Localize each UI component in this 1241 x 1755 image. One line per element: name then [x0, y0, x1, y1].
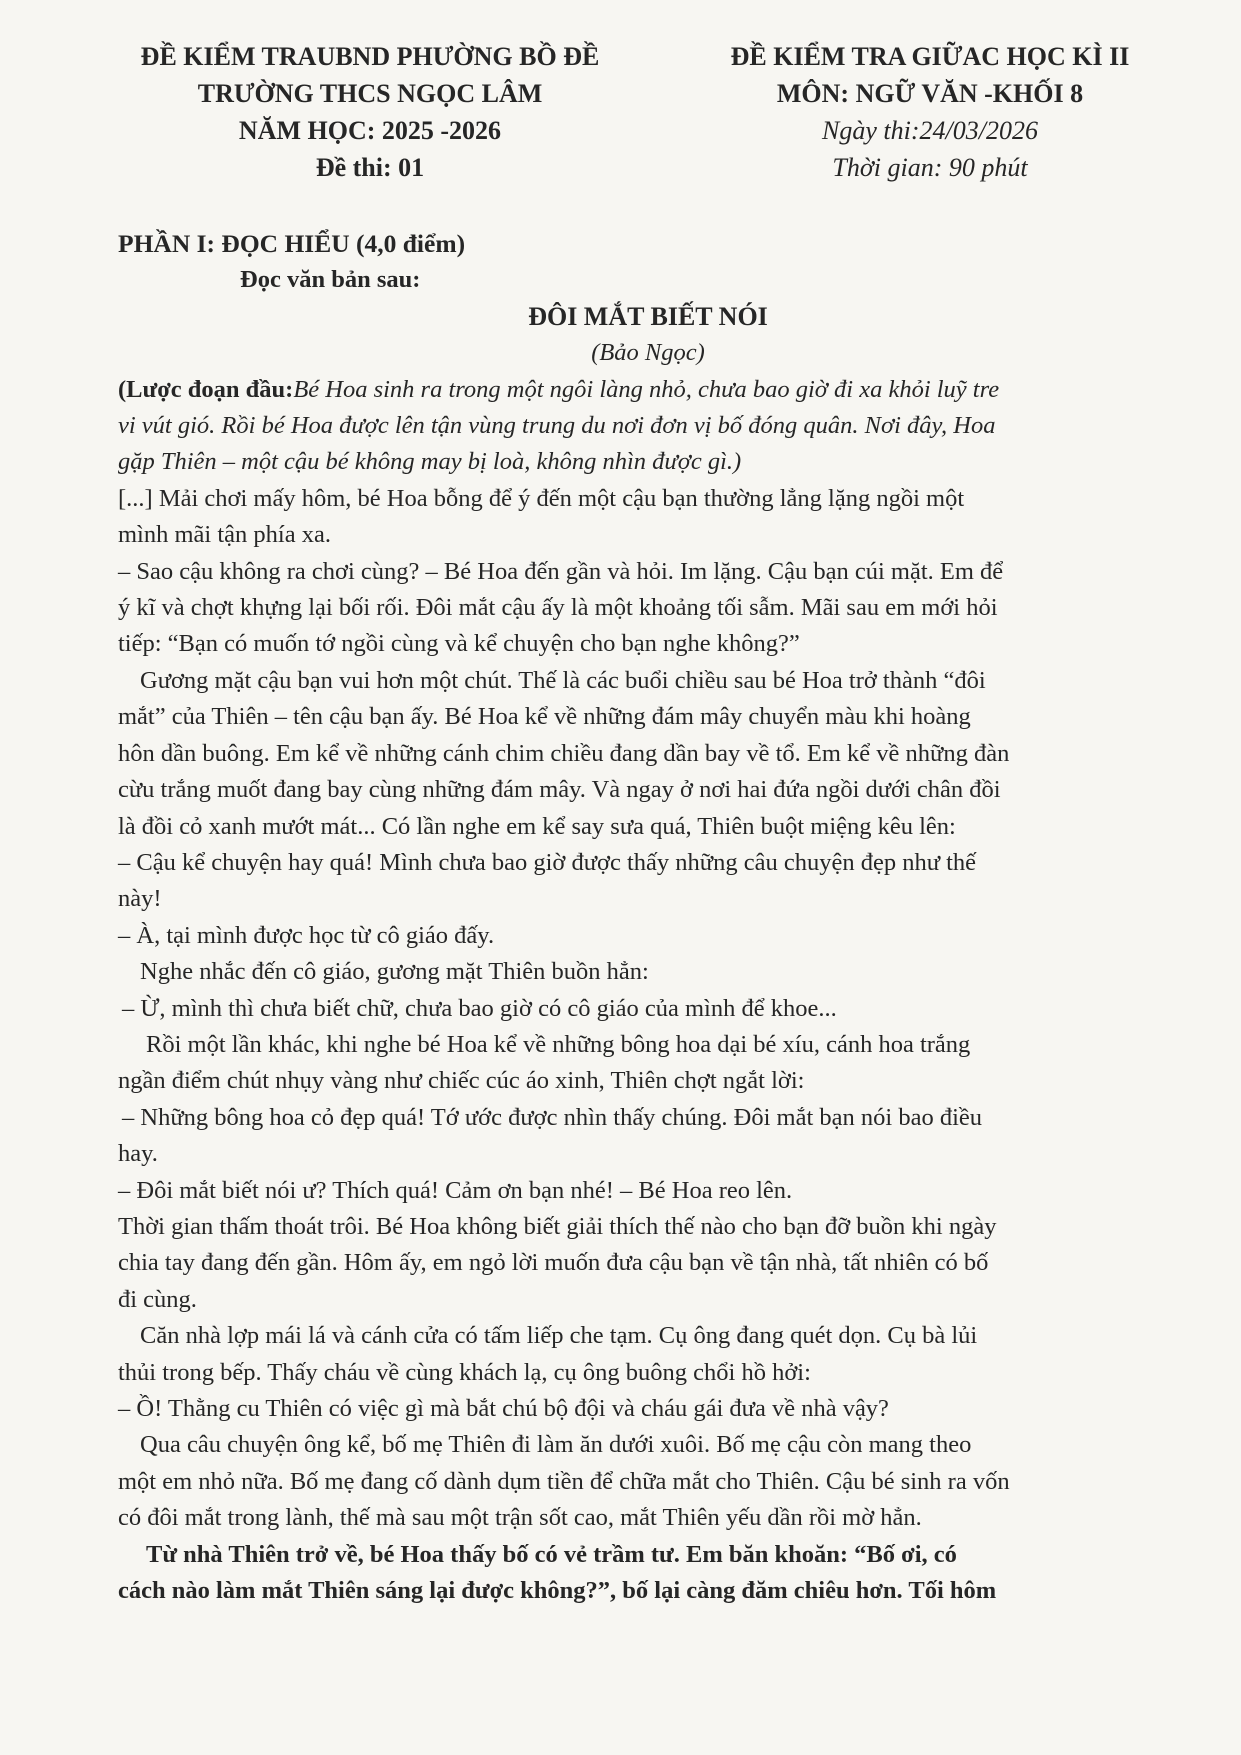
text-line: [...] Mải chơi mấy hôm, bé Hoa bỗng để ý đến một cậu bạn thường lẳng lặng ngồi một	[118, 484, 965, 512]
text-line: chia tay đang đến gần. Hôm ấy, em ngỏ lời muốn đưa cậu bạn về tận nhà, tất nhiên có bố	[118, 1249, 989, 1277]
summary-line	[118, 372, 1178, 408]
text-line: – Những bông hoa cỏ đẹp quá! Tớ ước được nhìn thấy chúng. Đôi mắt bạn nói bao điều	[122, 1103, 983, 1131]
text-line: cừu trắng muốt đang bay cùng những đám mây. Và ngay ở nơi hai đứa ngồi dưới chân đồi	[118, 776, 1001, 804]
text-line: này!	[118, 885, 162, 913]
text-line: một em nhỏ nữa. Bố mẹ đang cố dành dụm tiền để chữa mắt cho Thiên. Cậu bé sinh ra vốn	[118, 1467, 1010, 1495]
authority-line: ĐỀ KIỂM TRAUBND PHƯỜNG BỒ ĐỀ	[140, 42, 600, 71]
header-right	[680, 38, 1180, 186]
summary-line: vi vút gió. Rồi bé Hoa được lên tận vùng trung du nơi đơn vị bố đóng quân. Nơi đây, Hoa	[118, 412, 996, 440]
exam-header	[0, 38, 1241, 188]
text-line: đi cùng.	[118, 1285, 197, 1313]
exam-duration: Thời gian: 90 phút	[832, 153, 1028, 182]
story-title: ĐÔI MẮT BIẾT NÓI	[528, 301, 768, 331]
text-line: cách nào làm mắt Thiên sáng lại được không?”, bố lại càng đăm chiêu hơn. Tối hôm	[118, 1577, 997, 1605]
header-left	[110, 38, 630, 186]
text-line: Qua câu chuyện ông kể, bố mẹ Thiên đi làm ăn dưới xuôi. Bố mẹ cậu còn mang theo	[140, 1431, 972, 1459]
exam-subject: MÔN: NGỮ VĂN -KHỐI 8	[776, 79, 1084, 108]
text-line: Gương mặt cậu bạn vui hơn một chút. Thế là các buổi chiều sau bé Hoa trở thành “đôi	[140, 666, 986, 694]
text-line: – Ừ, mình thì chưa biết chữ, chưa bao giờ có cô giáo của mình để khoe...	[122, 994, 837, 1022]
exam-title: ĐỀ KIỂM TRA GIỮAC HỌC KÌ II	[730, 42, 1130, 71]
text-line: – Cậu kể chuyện hay quá! Mình chưa bao giờ được thấy những câu chuyện đẹp như thế	[118, 848, 977, 876]
text-line: hôn dần buông. Em kể về những cánh chim chiều đang dần bay về tổ. Em kể về những đàn	[118, 739, 1010, 767]
school-year: NĂM HỌC: 2025 -2026	[238, 116, 502, 145]
summary-label: (Lược đoạn đầu:	[118, 375, 294, 403]
text-line: mắt” của Thiên – tên cậu bạn ấy. Bé Hoa kể về những đám mây chuyển màu khi hoàng	[118, 703, 971, 731]
story-author: (Bảo Ngọc)	[591, 339, 705, 367]
reading-instruction: Đọc văn bản sau:	[240, 266, 421, 294]
text-line: – À, tại mình được học từ cô giáo đấy.	[118, 921, 495, 949]
text-line: Thời gian thấm thoát trôi. Bé Hoa không biết giải thích thế nào cho bạn đỡ buồn khi ngày	[118, 1212, 997, 1240]
text-line: – Đôi mắt biết nói ư? Thích quá! Cảm ơn bạn nhé! – Bé Hoa reo lên.	[118, 1176, 793, 1204]
text-line: là đồi cỏ xanh mướt mát... Có lần nghe em kể say sưa quá, Thiên buột miệng kêu lên:	[118, 812, 956, 840]
text-line: Rồi một lần khác, khi nghe bé Hoa kể về những bông hoa dại bé xíu, cánh hoa trắng	[146, 1030, 971, 1058]
section-heading: PHẦN I: ĐỌC HIỂU (4,0 điểm)	[118, 229, 466, 258]
text-line: ý kĩ và chợt khựng lại bối rối. Đôi mắt cậu ấy là một khoảng tối sẫm. Mãi sau em mới hỏi	[118, 594, 998, 622]
exam-content	[118, 226, 1178, 1609]
text-line: Căn nhà lợp mái lá và cánh cửa có tấm liếp che tạm. Cụ ông đang quét dọn. Cụ bà lủi	[140, 1322, 978, 1350]
text-line: hay.	[118, 1140, 158, 1168]
text-line: mình mãi tận phía xa.	[118, 521, 331, 549]
text-line: – Ồ! Thằng cu Thiên có việc gì mà bắt chú bộ đội và cháu gái đưa về nhà vậy?	[118, 1395, 889, 1422]
text-line: thủi trong bếp. Thấy cháu về cùng khách lạ, cụ ông buông chổi hồ hởi:	[118, 1358, 811, 1386]
text-line: – Sao cậu không ra chơi cùng? – Bé Hoa đến gần và hỏi. Im lặng. Cậu bạn cúi mặt. Em để	[118, 557, 1004, 585]
summary-text: Bé Hoa sinh ra trong một ngôi làng nhỏ, chưa bao giờ đi xa khỏi luỹ tre	[293, 375, 1000, 403]
school-name: TRƯỜNG THCS NGỌC LÂM	[197, 79, 543, 108]
summary-line: gặp Thiên – một cậu bé không may bị loà, không nhìn được gì.)	[118, 448, 742, 476]
text-line: ngần điểm chút nhụy vàng như chiếc cúc áo xinh, Thiên chợt ngắt lời:	[118, 1067, 805, 1095]
text-line: có đôi mắt trong lành, thế mà sau một trận sốt cao, mắt Thiên yếu dần rồi mờ hẳn.	[118, 1504, 922, 1532]
exam-code: Đề thi: 01	[315, 153, 425, 182]
text-line: Nghe nhắc đến cô giáo, gương mặt Thiên buồn hẳn:	[140, 958, 649, 986]
exam-date: Ngày thi:24/03/2026	[822, 116, 1038, 145]
text-line: Từ nhà Thiên trở về, bé Hoa thấy bố có vẻ trầm tư. Em băn khoăn: “Bố ơi, có	[146, 1540, 957, 1568]
text-line: tiếp: “Bạn có muốn tớ ngồi cùng và kể chuyện cho bạn nghe không?”	[118, 630, 800, 658]
